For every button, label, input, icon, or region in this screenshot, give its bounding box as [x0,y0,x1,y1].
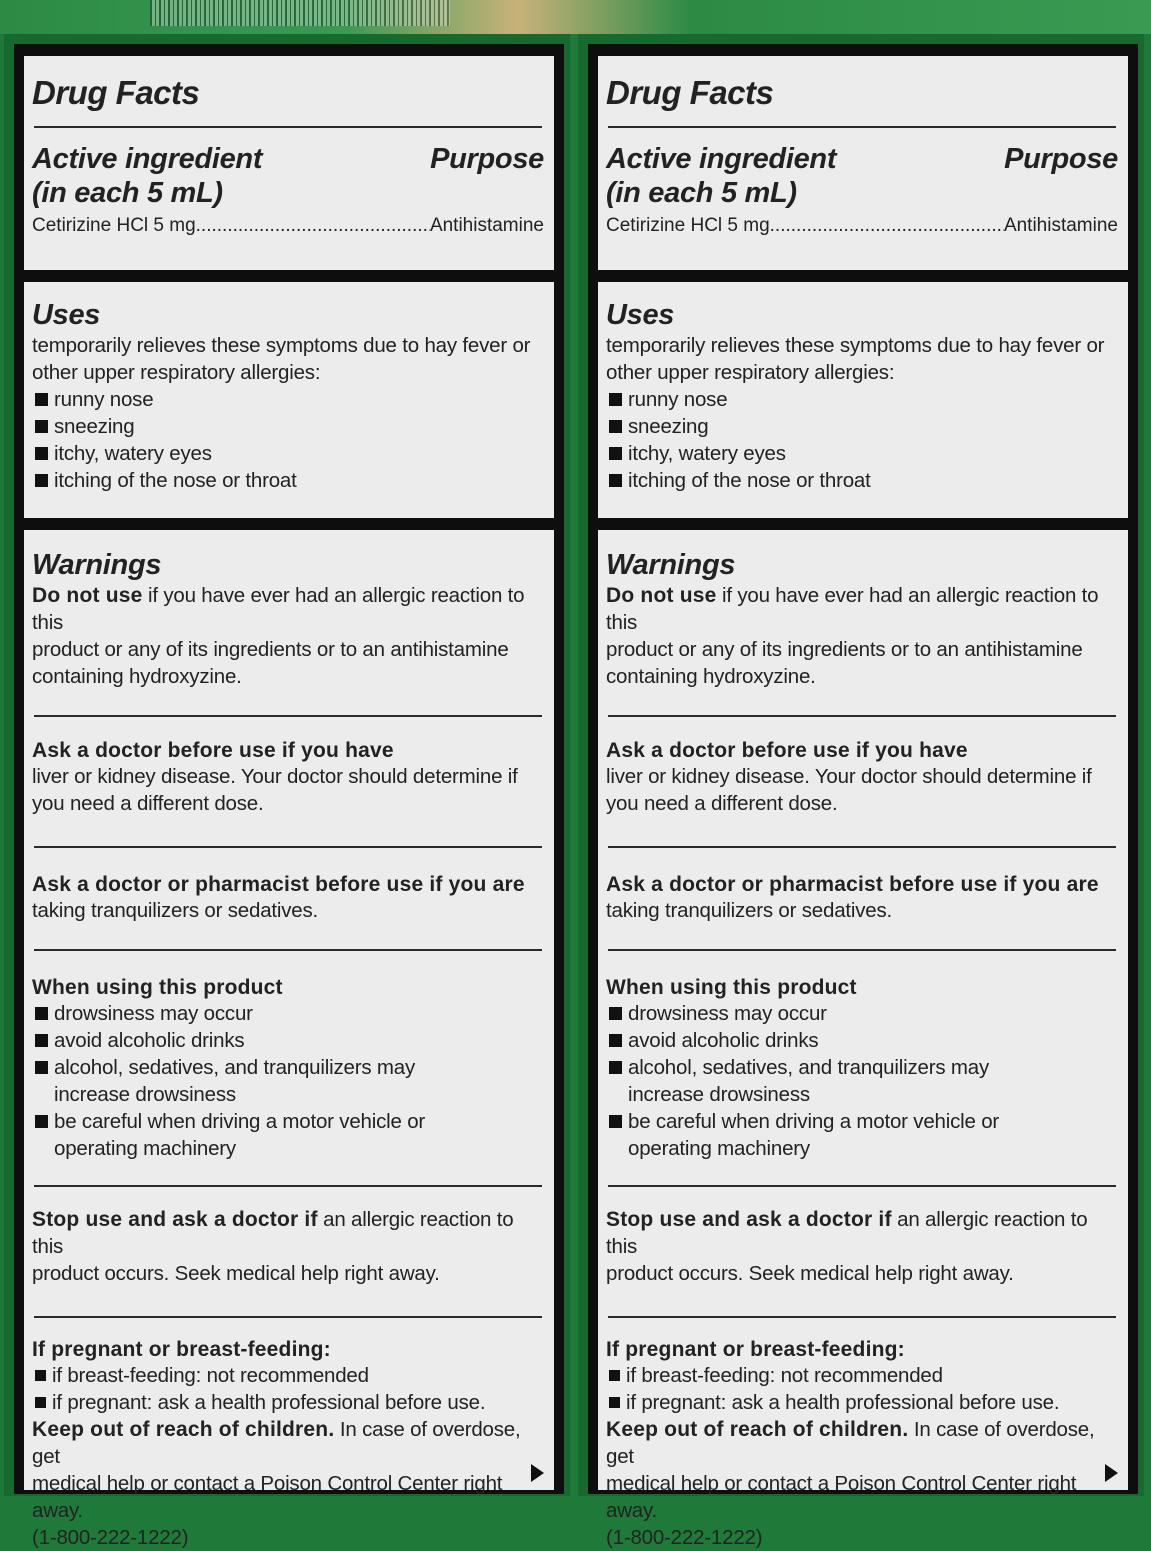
bullet-square-icon [35,393,48,406]
bullet-square-icon [35,1115,48,1128]
uses-box [598,282,1128,518]
divider [34,949,542,951]
list-item: itchy, watery eyes [606,440,1118,467]
barcode-graphic [150,0,450,26]
list-item: if breast-feeding: not recommended [606,1362,1118,1389]
list-item: itching of the nose or throat [32,467,544,494]
ask-pharmacist-heading: Ask a doctor or pharmacist before use if you are [32,873,525,896]
bullet-square-icon [609,447,622,460]
list-item: itchy, watery eyes [32,440,544,467]
uses-intro: temporarily relieves these symptoms due to hay fever or [32,334,531,357]
keep-out-text: medical help or contact a Poison Control Center right away. [32,1472,503,1522]
poison-control-number: (1-800-222-1222) [32,1526,189,1549]
keep-out-text: Keep out of reach of children. In case of overdose, get [32,1418,521,1468]
divider [608,1316,1116,1318]
ask-doctor-text: liver or kidney disease. Your doctor should determine if [606,765,1092,788]
bullet-square-icon [609,1061,622,1074]
ingredient-name: Cetirizine HCl 5 mg [32,215,196,236]
bullet-square-icon [35,447,48,460]
active-ingredient-heading: Active ingredient [32,143,263,175]
drug-facts-frame [14,44,564,1549]
divider [608,126,1116,128]
list-item: alcohol, sedatives, and tranquilizers may increase drowsiness [606,1054,1118,1108]
stop-use-text: Stop use and ask a doctor if an allergic reaction to this [606,1208,1088,1258]
ingredient-line [32,214,544,238]
bullet-square-icon [609,420,622,433]
divider [34,1185,542,1187]
bullet-square-icon [609,474,622,487]
drug-facts-panel-right [578,34,1144,1549]
bullet-square-icon [609,1115,622,1128]
active-ingredient-sub: (in each 5 mL) [606,177,797,209]
ask-doctor-heading: Ask a doctor before use if you have [32,739,394,762]
when-using-heading: When using this product [32,976,283,999]
active-ingredient-heading: Active ingredient [606,143,837,175]
list-item: sneezing [606,413,1118,440]
do-not-use-text: product or any of its ingredients or to an antihistamine [32,638,509,661]
warnings-box [598,530,1128,1549]
warnings-heading: Warnings [32,549,162,581]
bullet-square-icon [609,1034,622,1047]
bullet-square-icon [609,393,622,406]
ask-pharmacist-text: taking tranquilizers or sedatives. [606,899,893,922]
divider [34,126,542,128]
leader-dots [196,214,430,238]
continue-arrow-icon [531,1464,544,1482]
ingredient-purpose: Antihistamine [1003,215,1118,236]
divider [608,715,1116,717]
list-item: runny nose [606,386,1118,413]
divider [608,949,1116,951]
ask-doctor-text: you need a different dose. [606,792,838,815]
bullet-square-icon [35,474,48,487]
uses-box [24,282,554,518]
continue-arrow-icon [1105,1464,1118,1482]
pregnant-heading: If pregnant or breast-feeding: [606,1338,905,1361]
drug-facts-title: Drug Facts [32,74,200,111]
pregnant-heading: If pregnant or breast-feeding: [32,1338,331,1361]
divider [608,1185,1116,1187]
list-item: itching of the nose or throat [606,467,1118,494]
ingredient-name: Cetirizine HCl 5 mg [606,215,770,236]
warnings-heading: Warnings [606,549,736,581]
when-using-heading: When using this product [606,976,857,999]
do-not-use-text: containing hydroxyzine. [32,665,242,688]
bullet-square-icon [35,1370,46,1381]
do-not-use-text: Do not use if you have ever had an allergic reaction to this [606,584,1099,634]
uses-intro: other upper respiratory allergies: [606,361,895,384]
list-item: sneezing [32,413,544,440]
list-item: be careful when driving a motor vehicle or operating machinery [32,1108,544,1162]
divider [34,846,542,848]
keep-out-text: Keep out of reach of children. In case of overdose, get [606,1418,1095,1468]
do-not-use-text: containing hydroxyzine. [606,665,816,688]
drug-facts-title: Drug Facts [606,74,774,111]
uses-heading: Uses [32,299,101,331]
ingredient-line [606,214,1118,238]
list-item: drowsiness may occur [606,1000,1118,1027]
uses-intro: other upper respiratory allergies: [32,361,321,384]
poison-control-number: (1-800-222-1222) [606,1526,763,1549]
stop-use-text: product occurs. Seek medical help right away. [606,1262,1014,1285]
package-top-strip [0,0,1151,34]
list-item: avoid alcoholic drinks [606,1027,1118,1054]
do-not-use-text: product or any of its ingredients or to an antihistamine [606,638,1083,661]
list-item: avoid alcoholic drinks [32,1027,544,1054]
ingredient-purpose: Antihistamine [429,215,544,236]
ask-doctor-heading: Ask a doctor before use if you have [606,739,968,762]
list-item: drowsiness may occur [32,1000,544,1027]
list-item: alcohol, sedatives, and tranquilizers may increase drowsiness [32,1054,544,1108]
bullet-square-icon [35,1007,48,1020]
active-ingredient-box [24,56,554,270]
bullet-square-icon [35,1061,48,1074]
list-item: be careful when driving a motor vehicle or operating machinery [606,1108,1118,1162]
drug-facts-frame [588,44,1138,1549]
bullet-square-icon [35,420,48,433]
bullet-square-icon [609,1370,620,1381]
ask-doctor-text: liver or kidney disease. Your doctor should determine if [32,765,518,788]
divider [34,715,542,717]
stop-use-text: product occurs. Seek medical help right away. [32,1262,440,1285]
leader-dots [770,214,1004,238]
list-item: if pregnant: ask a health professional before use. [606,1389,1118,1416]
active-ingredient-sub: (in each 5 mL) [32,177,223,209]
list-item: if pregnant: ask a health professional before use. [32,1389,544,1416]
do-not-use-text: Do not use if you have ever had an allergic reaction to this [32,584,525,634]
bullet-square-icon [609,1397,620,1408]
bullet-square-icon [35,1034,48,1047]
stop-use-text: Stop use and ask a doctor if an allergic reaction to this [32,1208,514,1258]
purpose-heading: Purpose [430,143,544,175]
purpose-heading: Purpose [1004,143,1118,175]
drug-facts-panel-left [4,34,570,1549]
uses-intro: temporarily relieves these symptoms due to hay fever or [606,334,1105,357]
ask-pharmacist-text: taking tranquilizers or sedatives. [32,899,319,922]
divider [34,1316,542,1318]
keep-out-text: medical help or contact a Poison Control Center right away. [606,1472,1077,1522]
active-ingredient-box [598,56,1128,270]
bullet-square-icon [35,1397,46,1408]
uses-heading: Uses [606,299,675,331]
warnings-box [24,530,554,1549]
ask-doctor-text: you need a different dose. [32,792,264,815]
divider [608,846,1116,848]
ask-pharmacist-heading: Ask a doctor or pharmacist before use if you are [606,873,1099,896]
list-item: runny nose [32,386,544,413]
bullet-square-icon [609,1007,622,1020]
list-item: if breast-feeding: not recommended [32,1362,544,1389]
